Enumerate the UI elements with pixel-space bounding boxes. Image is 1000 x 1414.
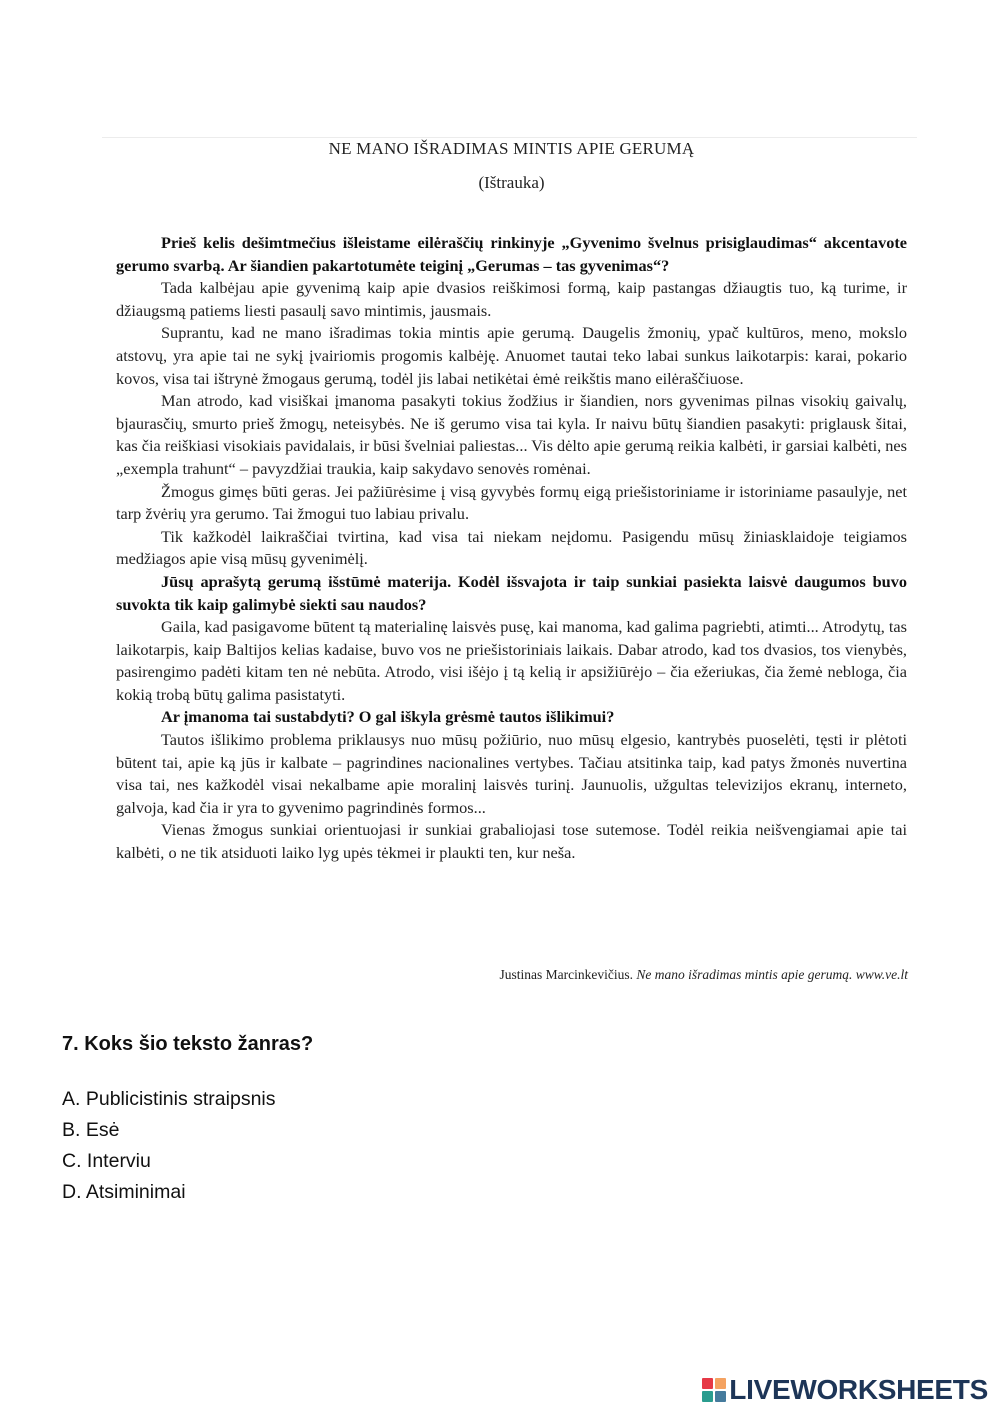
excerpt-title: NE MANO IŠRADIMAS MINTIS APIE GERUMĄ <box>328 139 695 158</box>
interview-question: Ar įmanoma tai sustabdyti? O gal iškyla grėsmė tautos išlikimui? <box>161 707 615 727</box>
interview-answer: Žmogus gimęs būti geras. Jei pažiūrėsime į visą gyvybės formų eigą priešistoriniame ir istoriniame pasaulyje, net tarp žvėrių yra gerumo. Tai žmogui tuo labiau privalu. <box>116 481 907 524</box>
question-title: 7. Koks šio teksto žanras? <box>62 1033 314 1055</box>
interview-answer: Man atrodo, kad visiškai įmanoma pasakyti tokius žodžius ir šiandien, nors gyvenimas pilnas visokių gaivalų, bjaurasčių, smurto prieš žmogų, neteisybės. Ne iš gerumo visa tai kyla. Ir naivu būtų šiandien pasakyti: priglausk šitai, kas čia reiškiasi visokiais pavidalais, ir būsi švelniai paliestas... Vis dėlto apie gerumą reikia kalbėti, ir garsiai kalbėti, nes „exempla trahunt“ – pavyzdžiai traukia, kaip sakydavo senovės romėnai. <box>116 391 907 478</box>
interview-question: Jūsų aprašytą gerumą išstūmė materija. Kodėl išsvajota ir taip sunkiai pasiekta laisvė daugumos buvo suvokta tik kaip galimybė siekti sau naudos? <box>116 571 907 614</box>
answer-option-a[interactable]: A. Publicistinis straipsnis <box>62 1088 276 1110</box>
interview-answer: Tautos išlikimo problema priklausys nuo mūsų požiūrio, nuo mūsų elgesio, kantrybės puoselėti, tęsti ir plėtoti būtent tai, apie ką jūs ir kalbate – pagrindines nacionalines vertybes. Tačiau atsitinka taip, kad patys žmonės nuvertina visa tai, nes kažkodėl visai nekalbame apie moralinį laisvės turinį. Jaunuolis, užgultas televizijos ekranų, interneto, galvoja, kad čia ir yra to gyvenimo pagrindinės formos... <box>116 730 907 817</box>
logo-square <box>702 1378 713 1389</box>
answer-option-c[interactable]: C. Interviu <box>62 1150 151 1172</box>
excerpt-subtitle: (Ištrauka) <box>478 173 545 192</box>
answer-option-b[interactable]: B. Esė <box>62 1119 120 1141</box>
excerpt-body <box>116 232 907 865</box>
liveworksheets-logo-icon <box>702 1378 726 1402</box>
logo-square <box>702 1391 713 1402</box>
brand-name: LIVEWORKSHEETS <box>729 1374 988 1405</box>
interview-answer: Gaila, kad pasigavome būtent tą materialinę laisvės pusę, kai manoma, kad galima pagriebti, atimti... Atrodytų, tas laikotarpis, kaip Baltijos kelias kadaise, buvo vos ne priešistoriniais laikais. Dabar atrodo, kad tos dvasios, tos vienybės, pasirengimo padėti kitam ten nė nebūta. Atrodo, visi išėjo į tą kelią ir apsižiūrėjo – čia ežeriukas, čia žemė nebloga, čia kokią trobą būtų galima pasistatyti. <box>116 617 907 704</box>
interview-answer: Tik kažkodėl laikraščiai tvirtina, kad visa tai niekam neįdomu. Pasigendu mūsų žiniasklaidoje teigiamos medžiagos apie visą mūsų gyvenimėlį. <box>116 526 907 569</box>
interview-question: Prieš kelis dešimtmečius išleistame eilėraščių rinkinyje „Gyvenimo švelnus prisiglaudimas“ akcentavote gerumo svarbą. Ar šiandien pakartotumėte teiginį „Gerumas – tas gyvenimas“? <box>116 233 907 275</box>
brand-logo <box>702 1373 988 1407</box>
source-author: Justinas Marcinkevičius. <box>499 967 633 982</box>
interview-answer: Tada kalbėjau apie gyvenimą kaip apie dvasios reiškimosi formą, kaip pastangas džiaugtis tuo, ką turime, ir džiaugsmą patiems liesti pasaulį savo mintimis, jausmais. <box>116 278 907 320</box>
excerpt-scan <box>116 137 907 865</box>
interview-answer: Suprantu, kad ne mano išradimas tokia mintis apie gerumą. Daugelis žmonių, ypač kultūros, meno, mokslo atstovų, yra apie tai ne sykį įvairiomis progomis kalbėję. Anuomet tautai teko labai sunkus laikotarpis: karai, pokario kovos, visa tai ištrynė žmogaus gerumą, todėl jis labai netikėtai ėmė reikštis mano eilėraščiuose. <box>116 323 907 388</box>
interview-answer: Vienas žmogus sunkiai orientuojasi ir sunkiai grabaliojasi tose sutemose. Todėl reikia neišvengiamai apie tai kalbėti, o ne tik atsiduoti laiko lyg upės tėkmei ir plaukti ten, kur neša. <box>116 820 907 863</box>
question-block <box>62 1030 313 1208</box>
source-citation <box>500 967 908 983</box>
logo-square <box>715 1391 726 1402</box>
logo-square <box>715 1378 726 1389</box>
source-work: Ne mano išradimas mintis apie gerumą. www.ve.lt <box>636 967 908 982</box>
answer-option-d[interactable]: D. Atsiminimai <box>62 1181 186 1203</box>
